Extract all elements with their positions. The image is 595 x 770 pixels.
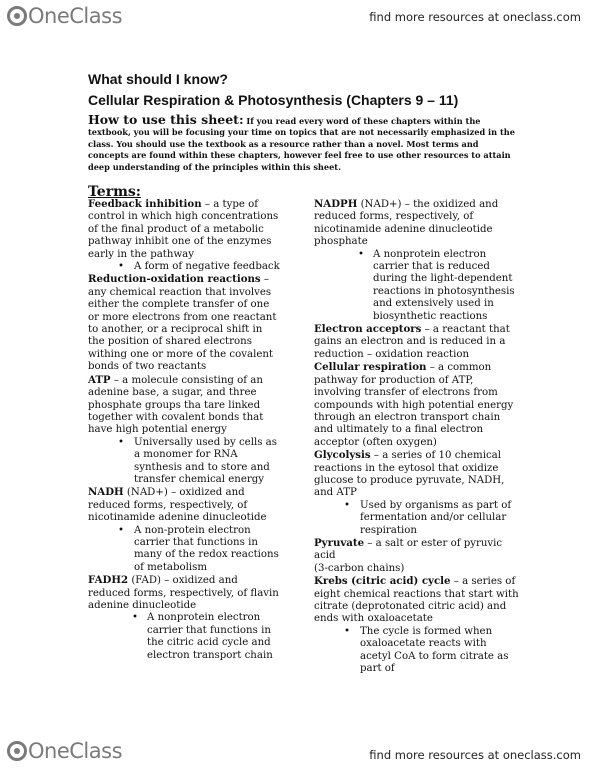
oneclass-o-icon (6, 740, 28, 762)
term-entry (88, 273, 280, 373)
term-name: NADH (88, 486, 124, 499)
term-definition: – a type of control in which high concentrations of the final product of a metabolic pathway inhibit one of the enzymes early in the pathway (88, 199, 279, 260)
bullet-point (88, 261, 280, 273)
bullet-dot-icon: • (132, 612, 139, 624)
bullet-text: A non-protein electron carrier that functions in many of the redox reactions of metabolism (134, 524, 279, 573)
oneclass-logo[interactable] (6, 5, 122, 27)
howto-text: If you read every word of these chapters within the textbook, you will be focusing your time on topics that are not necessarily emphasized in the class. You should use the textbook as a resource rather than a novel. Most terms and concepts are found within these chapters, however feel free to use other resources to attain deep understanding of the principles within this sheet. (88, 116, 515, 172)
terms-heading: Terms: (88, 184, 141, 201)
bullet-point (314, 500, 520, 537)
oneclass-logo-footer[interactable] (6, 740, 122, 762)
bullet-dot-icon: • (118, 524, 125, 536)
bullet-text: The cycle is formed when oxaloacetate reacts with acetyl CoA to form citrate as part of (360, 625, 509, 675)
left-column (88, 198, 280, 662)
term-name: Reduction-oxidation reactions (88, 273, 261, 286)
term-definition: (NAD+) – oxidized and reduced forms, respectively, of nicotinamide adenine dinucleotide (88, 487, 267, 524)
bullet-dot-icon: • (118, 436, 125, 448)
term-definition: – a reactant that gains an electron and is reduced in a reduction – oxidation reaction (314, 324, 510, 360)
resources-link[interactable]: find more resources at oneclass.com (369, 10, 581, 24)
term-name: Electron acceptors (314, 323, 422, 336)
term-definition: (FAD) – oxidized and reduced forms, respectively, of flavin adenine dinucleotide (88, 575, 279, 611)
term-entry (88, 374, 280, 437)
bullet-text: A form of negative feedback (134, 261, 280, 273)
plain-text: (3-carbon chains) (314, 562, 405, 574)
page-title: What should I know? (88, 71, 228, 87)
term-name: Feedback inhibition (88, 198, 202, 210)
bullet-point (314, 626, 520, 676)
oneclass-o-icon (6, 5, 28, 27)
term-name: Glycolysis (314, 449, 371, 462)
bullet-text: A nonprotein electron carrier that is reduced during the light-dependent reactions in photosynthesis and extensively used in biosynthetic reactions (373, 248, 515, 322)
term-entry (314, 361, 520, 449)
howto-paragraph (88, 114, 518, 173)
top-banner (0, 0, 595, 34)
bottom-banner (0, 736, 595, 770)
term-entry (88, 574, 280, 612)
term-entry (88, 198, 280, 261)
term-name: Pyruvate (314, 536, 365, 549)
document-header (88, 70, 518, 213)
term-definition: (NAD+) – the oxidized and reduced forms, respectively, of nicotinamide adenine dinucleotide phosphate (314, 199, 499, 248)
term-definition: – a molecule consisting of an adenine base, a sugar, and three phosphate groups tha tare linked together with covalent bonds that have high potential energy (88, 374, 264, 436)
bullet-dot-icon: • (118, 261, 125, 273)
bullet-point (88, 525, 280, 575)
term-name: FADH2 (88, 574, 129, 587)
logo-text: OneClass (28, 739, 123, 763)
bullet-text: Used by organisms as part of fermentation and/or cellular respiration (360, 499, 512, 536)
page-subtitle: Cellular Respiration & Photosynthesis (Chapters 9 – 11) (88, 92, 459, 108)
term-name: ATP (88, 373, 111, 386)
term-entry (314, 323, 520, 361)
bullet-point (88, 612, 280, 662)
term-name: Krebs (citric acid) cycle (314, 575, 451, 588)
howto-lead: How to use this sheet: (88, 112, 244, 127)
bullet-text: Universally used by cells as a monomer for RNA synthesis and to store and transfer chemical energy (134, 436, 277, 485)
bullet-text: A nonprotein electron carrier that functions in the citric acid cycle and electron transport chain (147, 612, 273, 661)
term-definition: – a series of eight chemical reactions that start with citrate (deprotonated citric acid) and ends with oxaloacetate (314, 576, 519, 625)
term-definition: – any chemical reaction that involves either the complete transfer of one or more electrons from one reactant to another, or a reciprocal shift in the position of shared electrons withing one or more of the covalent bonds of two reactants (88, 274, 277, 373)
term-entry (314, 198, 520, 249)
term-entry (88, 486, 280, 524)
term-definition: – a series of 10 chemical reactions in the eytosol that oxidize glucose to produce pyruvate, NADH, and ATP (314, 450, 505, 499)
term-entry (314, 575, 520, 626)
term-name: NADPH (314, 198, 358, 210)
bullet-dot-icon: • (344, 625, 351, 637)
term-entry (314, 537, 520, 563)
term-definition: – a salt or ester of pyruvic acid (314, 537, 503, 562)
bullet-point (88, 437, 280, 487)
right-column (314, 198, 520, 675)
bullet-dot-icon: • (358, 248, 365, 260)
resources-link-footer[interactable]: find more resources at oneclass.com (369, 748, 581, 762)
logo-text: OneClass (28, 4, 123, 28)
term-name: Cellular respiration (314, 361, 427, 374)
bullet-point (314, 249, 520, 323)
bullet-dot-icon: • (344, 499, 351, 511)
term-entry (314, 449, 520, 500)
term-definition: – a common pathway for production of ATP, involving transfer of electrons from compounds with high potential energy through an electron transport chain and ultimately to a final electron acceptor (often oxygen) (314, 362, 514, 448)
